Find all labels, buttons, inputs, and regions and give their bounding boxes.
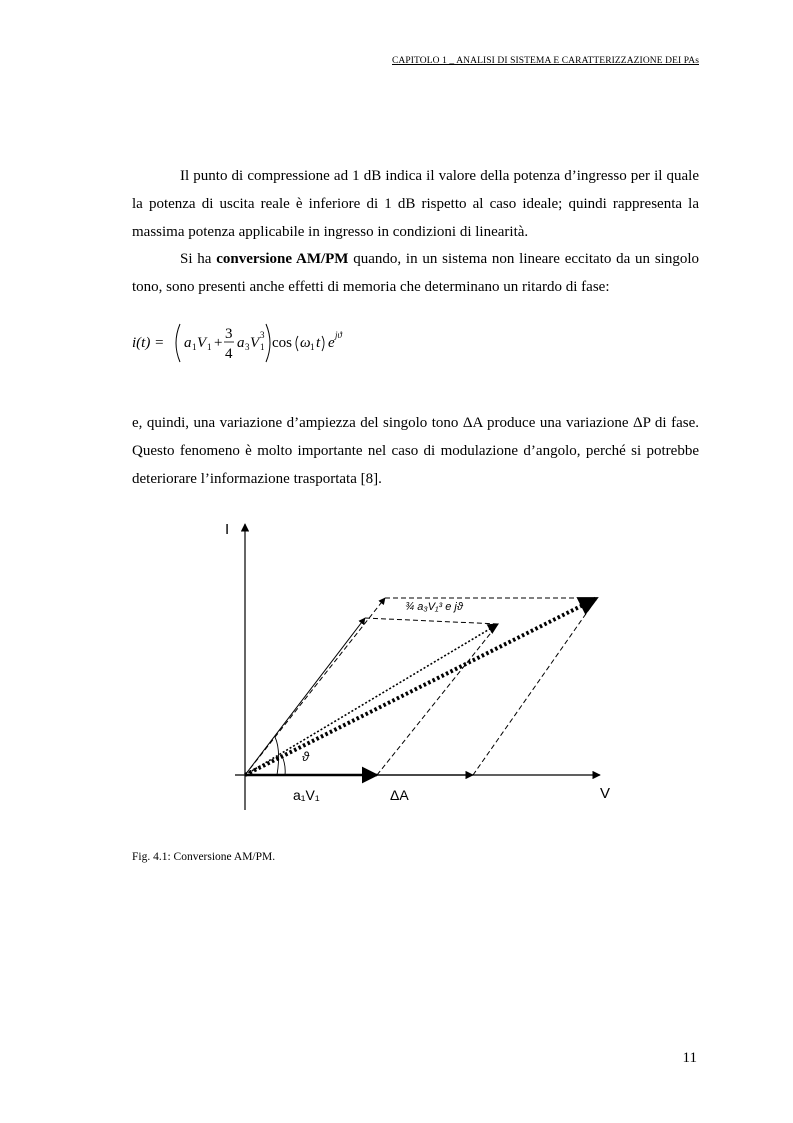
formula-frac-num: 3 xyxy=(225,326,233,342)
page-number: 11 xyxy=(682,1050,697,1066)
formula-v1: V xyxy=(197,335,207,351)
formula-a3: a xyxy=(237,335,245,351)
label-theta: ϑ xyxy=(302,749,310,764)
paragraph-compression-point: Il punto di compressione ad 1 dB indica il valore della potenza d’ingresso per il quale la potenza di uscita reale è inferiore di 1 dB rispetto al caso ideale; quindi rappresenta la massima potenza applicabile in ingresso in condizioni di linearità. xyxy=(132,168,699,240)
label-cubic-term: ¾ a₃V₁³ e jϑ xyxy=(405,601,463,613)
paragraph-am-pm-intro xyxy=(132,245,699,301)
formula-cos: cos xyxy=(272,335,292,351)
formula-frac-den: 4 xyxy=(225,346,233,362)
formula-plus: + xyxy=(214,335,223,351)
formula-sub1-v: 1 xyxy=(207,342,212,352)
construction-top-small xyxy=(365,618,498,624)
y-axis-label: I xyxy=(225,521,230,538)
x-axis-label: V xyxy=(600,785,611,802)
right-paren xyxy=(266,324,270,362)
label-delta-a: ΔA xyxy=(390,787,409,803)
figure-am-pm-phasor-diagram xyxy=(215,510,625,820)
formula-exponent: jϑ xyxy=(335,330,342,340)
formula-omega: ω xyxy=(300,335,311,351)
construction-side-small xyxy=(377,624,498,775)
paragraph-am-pm-effect: e, quindi, una variazione d’ampiezza del singolo tono ΔA produce una variazione ΔP di fase. Questo fenomeno è molto importante nel caso di modulazione d’angolo, perché si potrebbe deteriorare l’informazione trasportata [8]. xyxy=(132,415,699,487)
running-header: CAPITOLO 1 _ ANALISI DI SISTEMA E CARATTERIZZAZIONE DEI PAs xyxy=(392,56,699,66)
formula-sup3: 3 xyxy=(260,330,265,340)
angle-arc-inner xyxy=(282,756,285,775)
formula-sub1-a: 1 xyxy=(192,342,197,352)
formula-e: e xyxy=(328,335,335,351)
label-a1v1: a₁V₁ xyxy=(293,787,320,803)
formula-lhs: i(t) = xyxy=(132,335,165,351)
p2-text-before: Si ha xyxy=(180,251,217,267)
formula-v1-cubed: V xyxy=(250,335,260,351)
formula-sub3-a: 3 xyxy=(245,342,250,352)
cos-right-paren xyxy=(322,336,324,351)
p2-text-after: quando, in un sistema non lineare eccitato da un singolo tono, sono presenti anche effetti di memoria che determinano un ritardo di fase: xyxy=(132,251,699,295)
am-pm-bold-term: conversione AM/PM xyxy=(216,251,349,267)
left-paren xyxy=(176,324,180,362)
equation-am-pm xyxy=(132,318,392,366)
vector-upper-large xyxy=(245,598,385,775)
formula-t: t xyxy=(316,335,321,351)
vector-result-large xyxy=(245,598,597,775)
formula-sub1-v2: 1 xyxy=(260,342,265,352)
cos-left-paren xyxy=(296,336,298,351)
vector-result-small xyxy=(245,624,498,775)
construction-side-large xyxy=(473,598,597,775)
figure-caption: Fig. 4.1: Conversione AM/PM. xyxy=(132,851,276,863)
formula-a1: a xyxy=(184,335,192,351)
formula-sub1-omega: 1 xyxy=(310,342,315,352)
